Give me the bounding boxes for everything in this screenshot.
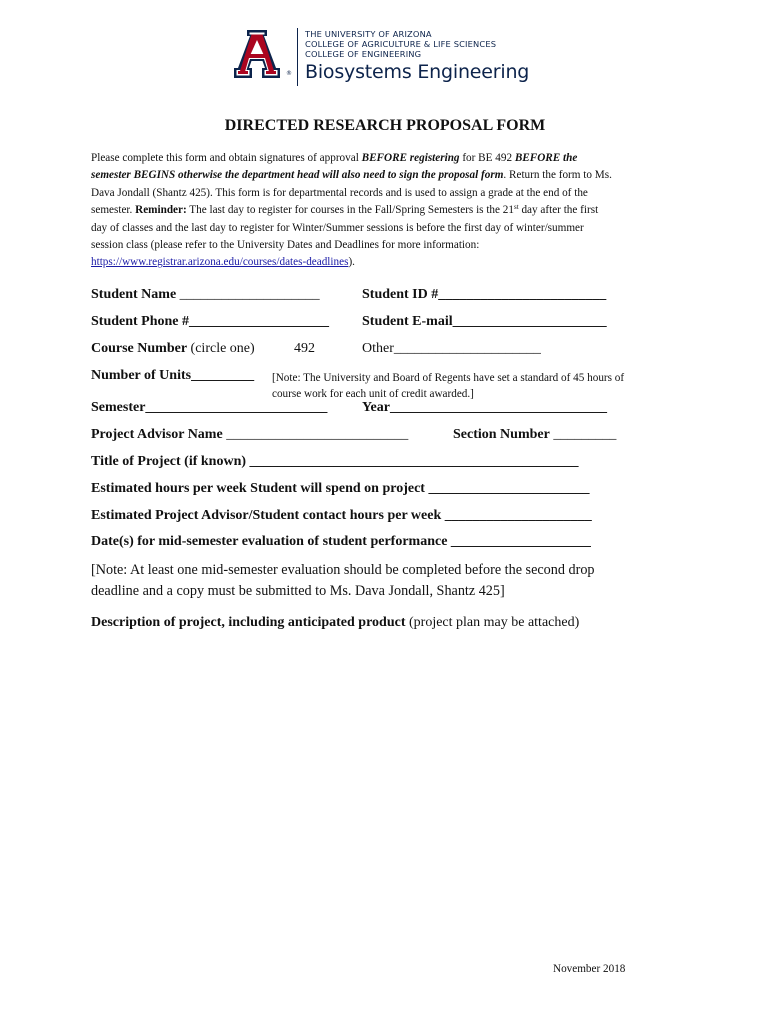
est-hours-field[interactable] (91, 481, 589, 497)
eval-note (91, 560, 651, 601)
intro-paragraph (91, 150, 681, 272)
units-note (272, 371, 692, 402)
project-title-label: Title of Project (if known) (91, 454, 247, 469)
contact-hours-field[interactable] (91, 508, 592, 524)
intro-text: session class (please refer to the University Dates and Deadlines for more information: (91, 239, 480, 252)
ordinal-suffix: st (513, 203, 519, 212)
intro-text: for BE 492 (459, 152, 515, 164)
course-other-blank[interactable]: _____________________ (393, 341, 541, 356)
student-phone-label: Student Phone # (91, 314, 190, 329)
advisor-label: Project Advisor Name (91, 427, 223, 442)
logo-wordmark (305, 29, 529, 84)
project-title-field[interactable] (91, 454, 579, 470)
university-name: THE UNIVERSITY OF ARIZONA (305, 29, 432, 39)
intro-text: semester. (91, 204, 136, 217)
university-header (230, 26, 550, 92)
intro-emphasis: semester BEGINS otherwise the department head will also need to sign the proposal form (91, 169, 504, 182)
revision-date: November 2018 (553, 963, 626, 975)
registered-mark: ® (286, 70, 292, 77)
course-number-label: Course Number (91, 341, 188, 356)
student-email-label: Student E-mail (362, 314, 453, 329)
registrar-dates-link[interactable]: https://www.registrar.arizona.edu/courses/dates-deadlines (91, 256, 349, 269)
units-note-line: [Note: The University and Board of Regents have set a standard of 45 hours of (272, 372, 625, 384)
advisor-field[interactable] (91, 427, 408, 443)
intro-text: Dava Jondall (Shantz 425). This form is for departmental records and is used to assign a grade at the end of the (91, 186, 588, 199)
eval-dates-label: Date(s) for mid-semester evaluation of student performance (91, 534, 448, 549)
intro-text: Please complete this form and obtain signatures of approval (91, 152, 362, 164)
intro-text: day after the first (518, 204, 599, 217)
year-field[interactable] (362, 400, 607, 416)
course-number-hint: (circle one) (187, 341, 255, 356)
description-heading (91, 615, 579, 631)
section-blank[interactable]: _________ (549, 427, 617, 442)
intro-emphasis: BEFORE registering (361, 152, 460, 164)
college-engineering: COLLEGE OF ENGINEERING (305, 49, 422, 59)
section-label: Section Number (453, 427, 550, 442)
student-id-label: Student ID # (362, 287, 439, 302)
eval-dates-field[interactable] (91, 534, 591, 550)
est-hours-blank[interactable]: _______________________ (424, 481, 590, 496)
student-id-field[interactable] (362, 287, 606, 303)
reminder-label: Reminder: (135, 204, 187, 217)
description-hint: (project plan may be attached) (405, 615, 580, 630)
intro-emphasis: BEFORE the (514, 152, 578, 164)
semester-field[interactable] (91, 400, 327, 416)
course-option-492[interactable]: 492 (294, 341, 315, 356)
est-hours-label: Estimated hours per week Student will spend on project (91, 481, 425, 496)
section-field[interactable] (453, 427, 616, 443)
student-name-label: Student Name (91, 287, 177, 302)
intro-text: day of classes and the last day to register for Winter/Summer sessions is before the first day of winter/summer (91, 221, 584, 234)
university-a-logo-icon (230, 28, 284, 80)
year-blank[interactable]: _______________________________ (390, 400, 607, 415)
eval-note-line: [Note: At least one mid-semester evaluation should be completed before the second drop (91, 562, 595, 578)
units-blank[interactable]: _________ (191, 368, 255, 383)
units-note-line: course work for each unit of credit awarded.] (272, 387, 474, 400)
student-id-blank[interactable]: ________________________ (438, 287, 607, 302)
student-phone-field[interactable] (91, 314, 329, 330)
form-title: DIRECTED RESEARCH PROPOSAL FORM (224, 117, 546, 134)
course-number-field (91, 341, 255, 357)
year-label: Year (362, 400, 390, 415)
advisor-blank[interactable]: __________________________ (222, 427, 409, 442)
description-label: Description of project, including anticipated product (91, 615, 406, 630)
student-phone-blank[interactable]: ____________________ (189, 314, 330, 329)
course-option-other[interactable] (362, 341, 541, 357)
contact-hours-blank[interactable]: _____________________ (441, 508, 592, 523)
intro-text: ). (348, 256, 355, 269)
college-agriculture: COLLEGE OF AGRICULTURE & LIFE SCIENCES (305, 39, 497, 49)
units-field[interactable] (91, 368, 254, 384)
student-name-field[interactable] (91, 287, 320, 303)
course-other-label: Other (362, 341, 394, 356)
student-name-blank[interactable]: ____________________ (176, 287, 320, 302)
project-title-blank[interactable]: _______________________________________________ (246, 454, 579, 469)
student-email-blank[interactable]: ______________________ (452, 314, 607, 329)
student-email-field[interactable] (362, 314, 607, 330)
intro-text: The last day to register for courses in the Fall/Spring Semesters is the 21 (186, 204, 514, 217)
eval-note-line: deadline and a copy must be submitted to Ms. Dava Jondall, Shantz 425] (91, 582, 505, 599)
units-label: Number of Units (91, 368, 192, 383)
contact-hours-label: Estimated Project Advisor/Student contact hours per week (91, 508, 442, 523)
semester-blank[interactable]: __________________________ (145, 400, 328, 415)
eval-dates-blank[interactable]: ____________________ (447, 534, 591, 549)
logo-divider (297, 28, 298, 86)
department-name: Biosystems Engineering (305, 61, 530, 83)
intro-text: . Return the form to Ms. (503, 169, 612, 182)
semester-label: Semester (91, 400, 146, 415)
